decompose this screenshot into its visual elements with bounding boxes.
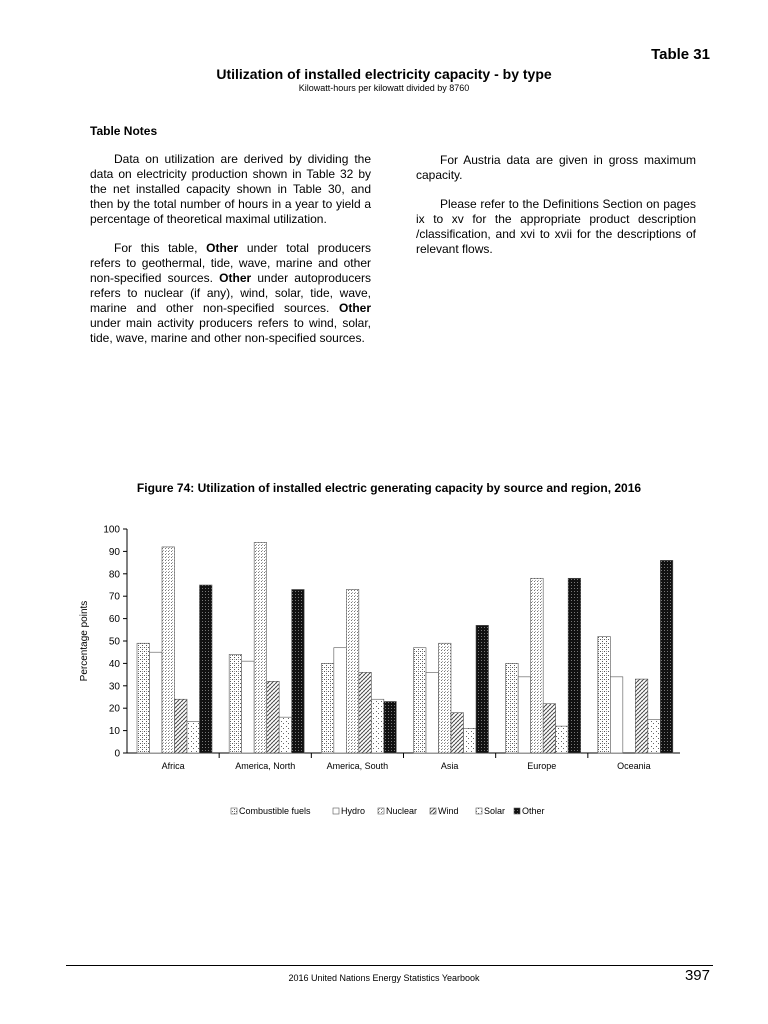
y-tick-label: 90 (108, 546, 120, 558)
footer-divider (66, 965, 713, 966)
figure-title: Figure 74: Utilization of installed electric generating capacity by source and region, 2016 (136, 481, 642, 495)
legend-swatch (333, 808, 339, 814)
bar-wind (543, 704, 556, 753)
notes-bold-term: Other (219, 271, 252, 285)
bar-solar (648, 719, 661, 753)
x-tick-label: Oceania (617, 761, 651, 771)
notes-bold-term: Other (338, 301, 371, 315)
bar-other (384, 701, 397, 753)
bar-combustible-fuels (414, 648, 427, 753)
notes-bold-term: Other (206, 241, 239, 255)
bar-hydro (150, 652, 163, 753)
notes-text: under main activity producers refers to wind, solar, tide, wave, marine and other non-specified sources. (90, 316, 371, 345)
notes-text: under autoproducers refers to nuclear (if any), wind, solar, tide, wave, marine and other non-specified sources. (90, 271, 371, 315)
bar-other (200, 585, 213, 753)
bar-wind (451, 713, 464, 753)
bar-wind (267, 681, 280, 753)
y-tick-label: 50 (108, 636, 120, 648)
bar-other (476, 625, 489, 753)
legend-label: Hydro (341, 806, 366, 816)
bar-hydro (518, 677, 531, 753)
y-tick-label: 30 (108, 681, 120, 693)
notes-text: under total producers refers to geothermal, tide, wave, marine and other non-specified sources. (90, 241, 371, 285)
legend-swatch (231, 808, 237, 814)
y-tick-label: 10 (108, 726, 120, 738)
chart-legend (231, 806, 545, 816)
x-tick-label: Europe (527, 761, 557, 771)
bar-solar (464, 728, 477, 753)
notes-text: For this table, (114, 241, 207, 255)
bar-hydro (242, 661, 255, 753)
bar-other (568, 578, 581, 753)
x-tick-label: Asia (440, 761, 459, 771)
bar-hydro (610, 677, 623, 753)
bar-hydro (426, 672, 439, 753)
notes-paragraph-3: For Austria data are given in gross maximum capacity. (416, 153, 696, 182)
y-tick-label: 40 (108, 658, 120, 670)
bar-solar (187, 722, 200, 753)
bar-wind (359, 672, 372, 753)
page-subtitle: Kilowatt-hours per kilowatt divided by 8760 (298, 83, 470, 93)
y-tick-label: 60 (108, 614, 120, 626)
y-tick-label: 100 (103, 524, 120, 536)
legend-label: Nuclear (386, 806, 418, 816)
bar-nuclear (439, 643, 452, 753)
y-tick-label: 70 (108, 591, 120, 603)
legend-swatch (378, 808, 384, 814)
table-notes-heading: Table Notes (90, 124, 158, 138)
bar-nuclear (254, 542, 267, 753)
legend-swatch (514, 808, 520, 814)
bar-other (292, 589, 305, 753)
footer-text: 2016 United Nations Energy Statistics Yearbook (288, 973, 480, 983)
legend-swatch (430, 808, 436, 814)
page-number: 397 (684, 967, 710, 984)
bar-chart (0, 515, 768, 835)
legend-label: Wind (438, 806, 459, 816)
bar-combustible-fuels (137, 643, 150, 753)
notes-left-column (90, 152, 371, 360)
bar-hydro (334, 648, 347, 753)
y-tick-label: 0 (114, 748, 120, 760)
bar-combustible-fuels (598, 637, 611, 753)
notes-paragraph-1: Data on utilization are derived by dividing the data on electricity production shown in Table 32 by the net installed capacity shown in Table 30, and then by the total number of hours in a year to yield a percentage of theoretical maximal utilization. (90, 152, 371, 226)
bar-combustible-fuels (229, 654, 242, 753)
x-tick-label: Africa (161, 761, 185, 771)
bar-nuclear (346, 589, 359, 753)
x-tick-label: America, North (235, 761, 296, 771)
bar-nuclear (162, 547, 175, 753)
bar-wind (635, 679, 648, 753)
legend-swatch (476, 808, 482, 814)
bar-other (660, 560, 673, 753)
notes-paragraph-2 (90, 241, 371, 346)
y-axis-label: Percentage points (79, 600, 90, 682)
table-number: Table 31 (651, 46, 710, 63)
page-title: Utilization of installed electricity capacity - by type (216, 66, 552, 82)
legend-label: Other (522, 806, 545, 816)
bar-solar (556, 726, 569, 753)
x-tick-label: America, South (326, 761, 389, 771)
y-tick-label: 80 (108, 569, 120, 581)
legend-label: Combustible fuels (239, 806, 311, 816)
bar-solar (279, 717, 292, 753)
chart-plot-area (79, 525, 680, 772)
bar-solar (371, 699, 384, 753)
y-tick-label: 20 (108, 703, 120, 715)
notes-paragraph-4: Please refer to the Definitions Section on pages ix to xv for the appropriate product description /classification, and xvi to xvii for the descriptions of relevant flows. (416, 197, 696, 256)
bar-combustible-fuels (321, 663, 334, 753)
notes-right-column (416, 153, 696, 271)
legend-label: Solar (484, 806, 506, 816)
bar-nuclear (531, 578, 544, 753)
bar-combustible-fuels (506, 663, 518, 753)
bar-wind (175, 699, 188, 753)
